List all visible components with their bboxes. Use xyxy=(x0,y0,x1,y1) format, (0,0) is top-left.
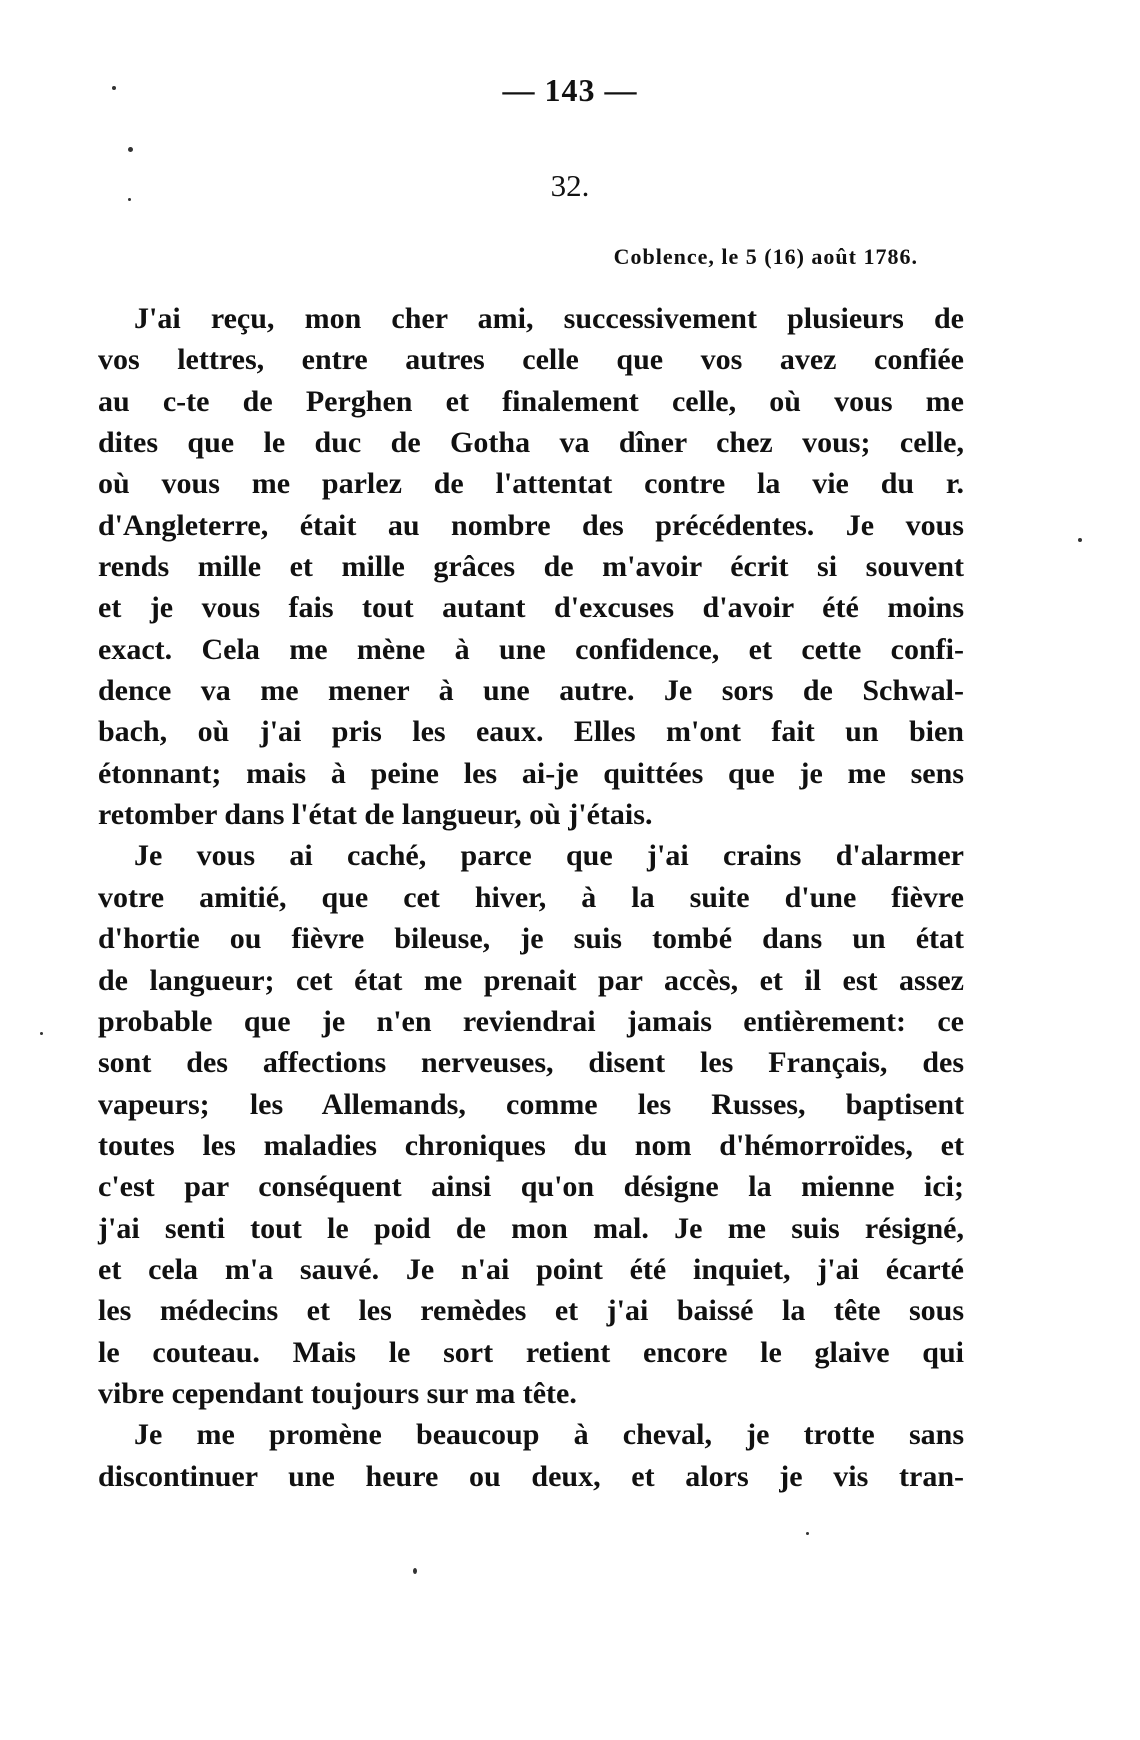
scan-speck xyxy=(1078,538,1082,542)
scan-speck xyxy=(128,198,131,201)
text-line: toutes les maladies chroniques du nom d'hémorroïdes, et xyxy=(98,1128,964,1162)
text-line: vapeurs; les Allemands, comme les Russes, baptisent xyxy=(98,1087,964,1121)
paragraph-3 xyxy=(98,1414,964,1497)
scan-speck xyxy=(806,1532,809,1535)
text-line: Je vous ai caché, parce que j'ai crains d'alarmer xyxy=(134,839,964,873)
letter-number: 32. xyxy=(550,168,590,203)
text-line: d'hortie ou fièvre bileuse, je suis tombé dans un état xyxy=(98,922,964,956)
text-line: vibre cependant toujours sur ma tête. xyxy=(98,1376,577,1410)
text-line: votre amitié, que cet hiver, à la suite d'une fièvre xyxy=(98,880,964,914)
text-line: sont des affections nerveuses, disent les Français, des xyxy=(98,1046,964,1080)
paragraph-1 xyxy=(98,298,964,835)
letter-body xyxy=(98,298,964,1497)
text-line: dites que le duc de Gotha va dîner chez vous; celle, xyxy=(98,426,964,460)
text-line: où vous me parlez de l'attentat contre la vie du r. xyxy=(98,467,964,501)
text-line: les médecins et les remèdes et j'ai baissé la tête sous xyxy=(98,1294,964,1328)
text-line: c'est par conséquent ainsi qu'on désigne la mienne ici; xyxy=(98,1170,964,1204)
text-line: le couteau. Mais le sort retient encore le glaive qui xyxy=(98,1335,964,1369)
scan-speck xyxy=(128,147,133,152)
paragraph-2 xyxy=(98,835,964,1414)
page-number: — 143 — xyxy=(502,72,638,108)
text-line: discontinuer une heure ou deux, et alors je vis tran- xyxy=(98,1459,964,1493)
text-line: vos lettres, entre autres celle que vos avez confiée xyxy=(98,343,964,377)
text-line: probable que je n'en reviendrai jamais entièrement: ce xyxy=(98,1004,964,1038)
text-line: Je me promène beaucoup à cheval, je trotte sans xyxy=(134,1418,964,1452)
text-line: au c-te de Perghen et finalement celle, où vous me xyxy=(98,384,964,418)
text-line: et cela m'a sauvé. Je n'ai point été inquiet, j'ai écarté xyxy=(98,1252,964,1286)
text-line: et je vous fais tout autant d'excuses d'avoir été moins xyxy=(98,591,964,625)
text-line: retomber dans l'état de langueur, où j'étais. xyxy=(98,798,653,832)
dateline: Coblence, le 5 (16) août 1786. xyxy=(613,244,918,269)
text-line: J'ai reçu, mon cher ami, successivement plusieurs de xyxy=(134,302,964,335)
scan-speck xyxy=(413,1568,417,1574)
text-line: dence va me mener à une autre. Je sors de Schwal- xyxy=(98,674,964,708)
text-line: bach, où j'ai pris les eaux. Elles m'ont fait un bien xyxy=(98,715,964,749)
text-line: de langueur; cet état me prenait par accès, et il est assez xyxy=(98,963,964,997)
scan-speck xyxy=(40,1032,43,1035)
scan-speck xyxy=(112,86,116,90)
text-line: d'Angleterre, était au nombre des précédentes. Je vous xyxy=(98,508,964,542)
text-line: étonnant; mais à peine les ai-je quittées que je me sens xyxy=(98,756,964,790)
text-line: j'ai senti tout le poid de mon mal. Je me suis résigné, xyxy=(98,1211,964,1245)
text-line: rends mille et mille grâces de m'avoir écrit si souvent xyxy=(98,550,964,584)
text-line: exact. Cela me mène à une confidence, et cette confi- xyxy=(98,632,964,666)
